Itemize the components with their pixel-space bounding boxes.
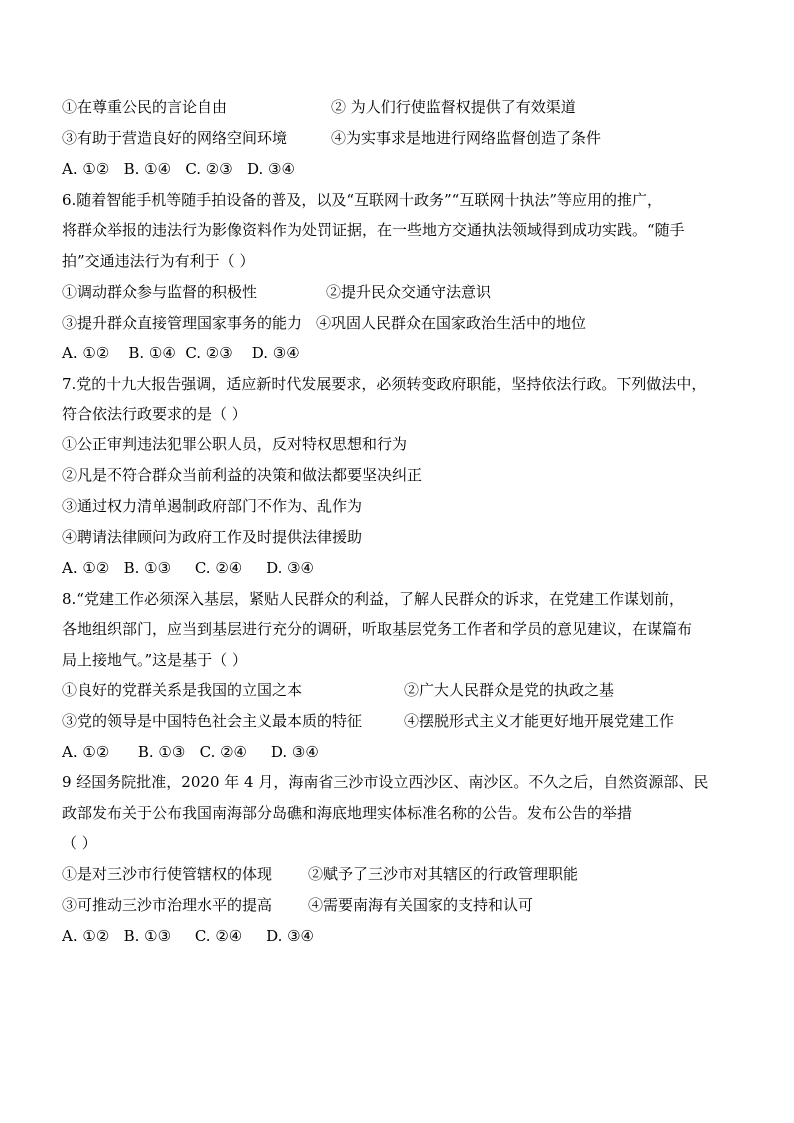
q5-option-4: ④为实事求是地进行网络监督创造了条件 — [331, 129, 602, 147]
q9-option-2: ②赋予了三沙市对其辖区的行政管理职能 — [308, 865, 579, 883]
q6-option-1: ①调动群众参与监督的积极性 — [62, 283, 258, 301]
q9-option-3: ③可推动三沙市治理水平的提高 — [62, 896, 273, 914]
q6-stem-line-1: 6.随着智能手机等随手拍设备的普及，以及“互联网十政务”“互联网十执法”等应用的推广， — [62, 191, 662, 209]
q8-option-3: ③党的领导是中国特色社会主义最本质的特征 — [62, 712, 363, 730]
q6-stem-line-2: 将群众举报的违法行为影像资料作为处罚证据，在一些地方交通执法领域得到成功实践。“随手 — [62, 221, 685, 239]
q6-option-4: ④巩固人民群众在国家政治生活中的地位 — [316, 314, 587, 332]
q8-option-2: ②广大人民群众是党的执政之基 — [404, 681, 615, 699]
q7-option-3: ③通过权力清单遏制政府部门不作为、乱作为 — [62, 497, 363, 515]
q6-option-2: ②提升民众交通守法意识 — [326, 283, 492, 301]
q8-option-4: ④摆脱形式主义才能更好地开展党建工作 — [404, 712, 675, 730]
q7-answer-choices: A. ①② B. ①③ C. ②④ D. ③④ — [62, 559, 314, 577]
q8-answer-choices: A. ①② B. ①③ C. ②④ D. ③④ — [62, 743, 319, 761]
q5-option-3: ③有助于营造良好的网络空间环境 — [62, 129, 288, 147]
q7-option-4: ④聘请法律顾问为政府工作及时提供法律援助 — [62, 528, 363, 546]
q8-stem-line-2: 各地组织部门，应当到基层进行充分的调研，听取基层党务工作者和学员的意见建议，在谋篇布 — [62, 620, 693, 638]
q5-option-2: ② 为人们行使监督权提供了有效渠道 — [331, 98, 576, 116]
q7-stem-line-2: 符合依法行政要求的是（ ） — [62, 405, 247, 423]
q6-stem-line-3: 拍”交通违法行为有利于（ ） — [62, 252, 255, 270]
q9-option-4: ④需要南海有关国家的支持和认可 — [308, 896, 534, 914]
q7-option-2: ②凡是不符合群众当前利益的决策和做法都要坚决纠正 — [62, 466, 423, 484]
q8-stem-line-1: 8.“党建工作必须深入基层，紧贴人民群众的利益，了解人民群众的诉求，在党建工作谋划前， — [62, 590, 684, 608]
q6-answer-choices: A. ①② B. ①④ C. ②③ D. ③④ — [62, 344, 300, 362]
q9-option-1: ①是对三沙市行使管辖权的体现 — [62, 865, 273, 883]
q7-stem-line-1: 7.党的十九大报告强调，适应新时代发展要求，必须转变政府职能，坚持依法行政。下列做法中， — [62, 375, 707, 393]
q9-answer-choices: A. ①② B. ①③ C. ②④ D. ③④ — [62, 927, 314, 945]
q9-stem-line-1: 9 经国务院批准，2020 年 4 月，海南省三沙市设立西沙区、南沙区。不久之后，自然资源部、民 — [62, 773, 709, 791]
q8-option-1: ①良好的党群关系是我国的立国之本 — [62, 681, 303, 699]
q9-stem-line-3: （ ） — [62, 834, 97, 852]
q7-option-1: ①公正审判违法犯罪公职人员，反对特权思想和行为 — [62, 435, 408, 453]
q5-option-1: ①在尊重公民的言论自由 — [62, 98, 228, 116]
q5-answer-choices: A. ①② B. ①④ C. ②③ D. ③④ — [62, 160, 295, 178]
q9-stem-line-2: 政部发布关于公布我国南海部分岛礁和海底地理实体标准名称的公告。发布公告的举措 — [62, 804, 633, 822]
q6-option-3: ③提升群众直接管理国家事务的能力 — [62, 314, 303, 332]
q8-stem-line-3: 局上接地气。”这是基于（ ） — [62, 651, 247, 669]
